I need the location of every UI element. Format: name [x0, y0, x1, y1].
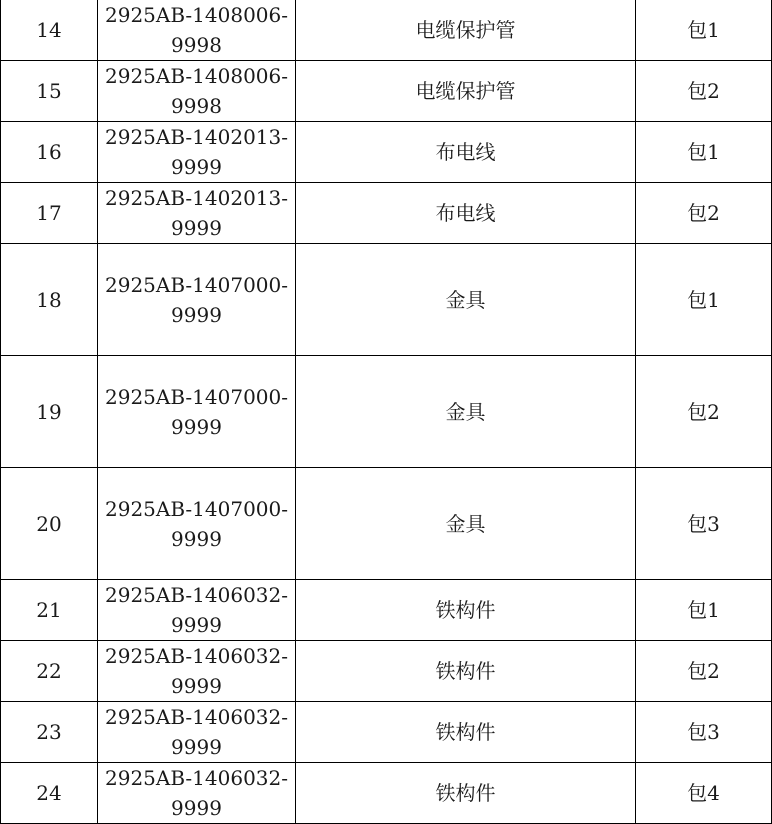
package-label: 包2	[636, 641, 772, 702]
material-code-line1: 2925AB-1406032-	[105, 644, 288, 668]
material-code	[98, 702, 296, 763]
row-number: 20	[1, 468, 98, 580]
material-name: 金具	[296, 244, 636, 356]
table-row	[1, 0, 772, 61]
material-code	[98, 244, 296, 356]
table-row	[1, 183, 772, 244]
material-code-line1: 2925AB-1407000-	[105, 384, 288, 409]
package-label: 包2	[636, 356, 772, 468]
table-row	[1, 702, 772, 763]
package-label: 包1	[636, 0, 772, 61]
material-code	[98, 122, 296, 183]
material-code-line2: 9999	[171, 526, 222, 551]
row-number: 14	[1, 0, 98, 61]
material-code-line2: 9999	[171, 414, 222, 439]
material-name: 电缆保护管	[296, 0, 636, 61]
material-code	[98, 183, 296, 244]
material-name: 铁构件	[296, 641, 636, 702]
package-label: 包3	[636, 468, 772, 580]
material-code-line2: 9999	[171, 613, 222, 637]
package-label: 包3	[636, 702, 772, 763]
material-code-line2: 9999	[171, 796, 222, 820]
material-name: 铁构件	[296, 702, 636, 763]
package-label: 包4	[636, 763, 772, 824]
row-number: 18	[1, 244, 98, 356]
material-code-line1: 2925AB-1407000-	[105, 272, 288, 297]
material-code	[98, 468, 296, 580]
table-row	[1, 244, 772, 356]
row-number: 24	[1, 763, 98, 824]
row-number: 21	[1, 580, 98, 641]
material-code-line1: 2925AB-1406032-	[105, 766, 288, 790]
material-code	[98, 0, 296, 61]
material-name: 布电线	[296, 183, 636, 244]
row-number: 19	[1, 356, 98, 468]
package-label: 包1	[636, 580, 772, 641]
table-body	[1, 0, 772, 824]
material-code	[98, 641, 296, 702]
material-code-line2: 9999	[171, 216, 222, 240]
material-name: 铁构件	[296, 580, 636, 641]
material-code	[98, 61, 296, 122]
material-code	[98, 580, 296, 641]
package-label: 包1	[636, 122, 772, 183]
package-label: 包2	[636, 61, 772, 122]
material-name: 金具	[296, 356, 636, 468]
material-name: 电缆保护管	[296, 61, 636, 122]
material-code-line1: 2925AB-1402013-	[105, 125, 288, 149]
material-name: 金具	[296, 468, 636, 580]
row-number: 23	[1, 702, 98, 763]
material-code-line2: 9999	[171, 302, 222, 327]
package-label: 包1	[636, 244, 772, 356]
table-row	[1, 641, 772, 702]
material-code-line2: 9999	[171, 674, 222, 698]
table-row	[1, 122, 772, 183]
material-code-line2: 9999	[171, 735, 222, 759]
row-number: 16	[1, 122, 98, 183]
row-number: 15	[1, 61, 98, 122]
row-number: 22	[1, 641, 98, 702]
table-row	[1, 356, 772, 468]
material-code	[98, 356, 296, 468]
table-row	[1, 763, 772, 824]
material-code-line1: 2925AB-1406032-	[105, 583, 288, 607]
material-code-line2: 9998	[171, 94, 222, 118]
material-code-line2: 9999	[171, 155, 222, 179]
material-code-line1: 2925AB-1406032-	[105, 705, 288, 729]
table-row	[1, 61, 772, 122]
material-code-line2: 9998	[171, 33, 222, 57]
material-code-line1: 2925AB-1408006-	[105, 64, 288, 88]
material-code-line1: 2925AB-1408006-	[105, 3, 288, 27]
material-name: 布电线	[296, 122, 636, 183]
table-row	[1, 468, 772, 580]
material-name: 铁构件	[296, 763, 636, 824]
material-code-line1: 2925AB-1407000-	[105, 496, 288, 521]
material-code-line1: 2925AB-1402013-	[105, 186, 288, 210]
package-label: 包2	[636, 183, 772, 244]
row-number: 17	[1, 183, 98, 244]
material-code	[98, 763, 296, 824]
table-row	[1, 580, 772, 641]
